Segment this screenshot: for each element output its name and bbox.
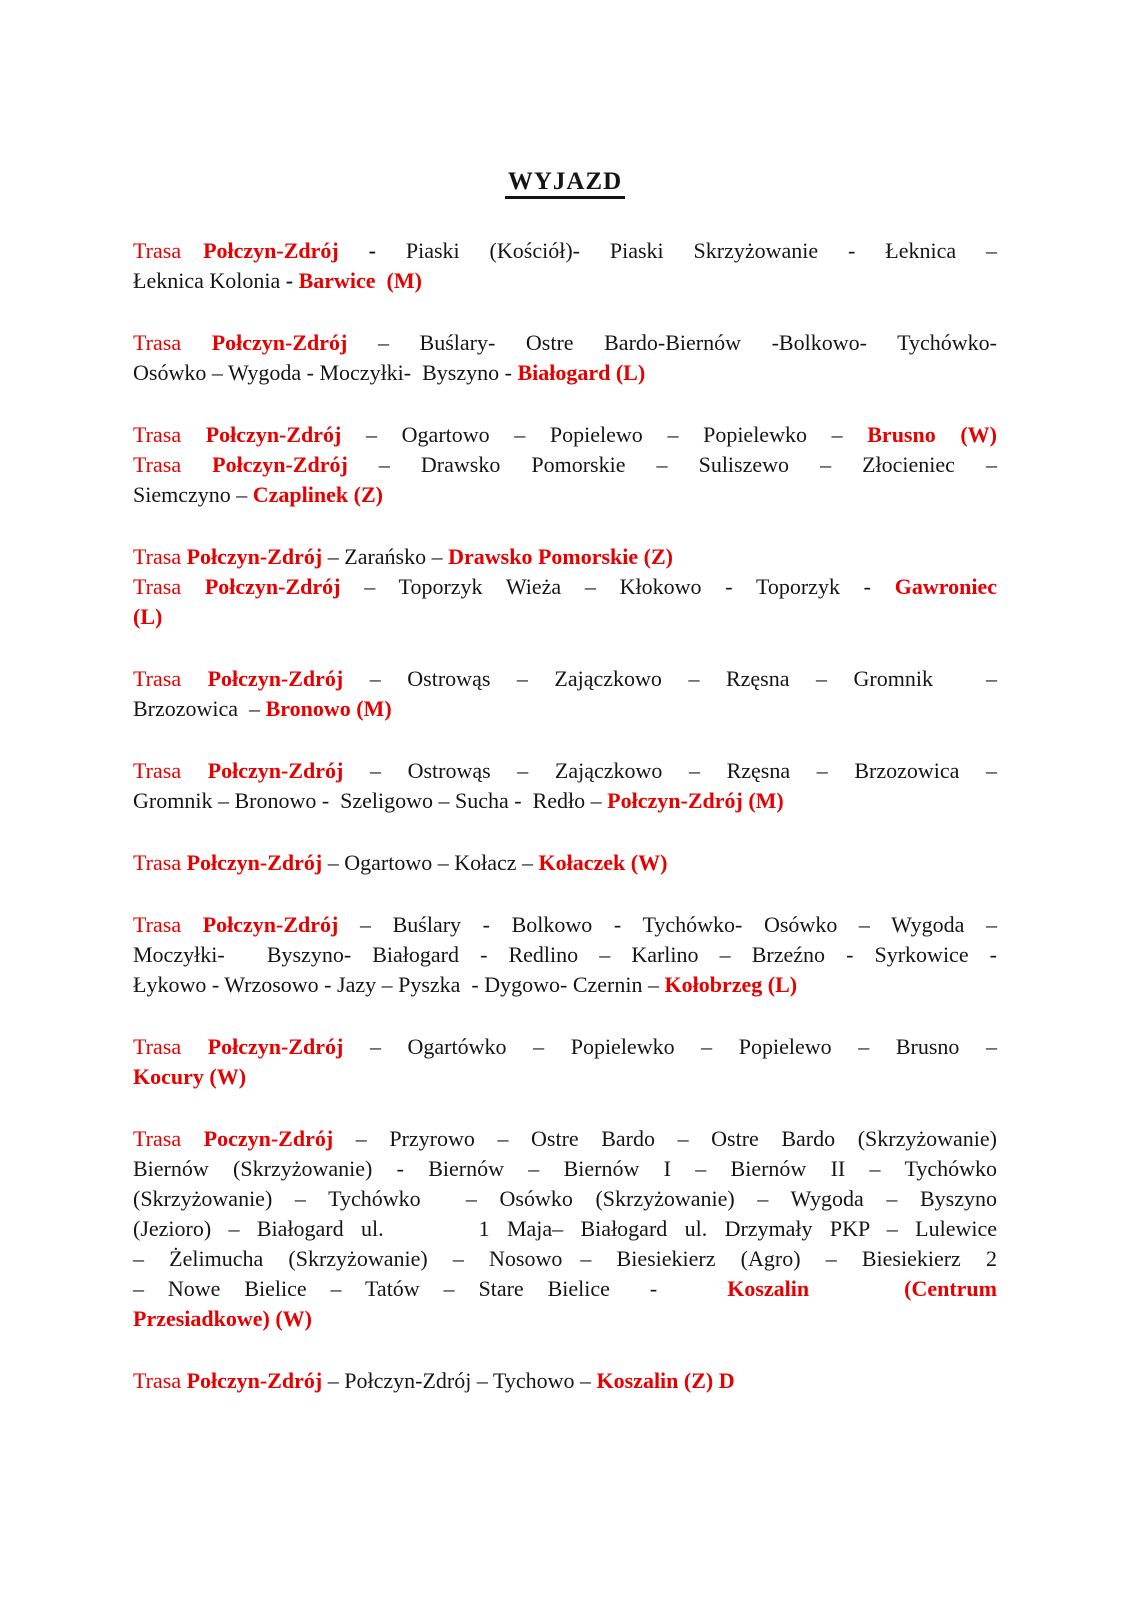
route-separator: - [649,1276,658,1301]
route-separator: - [285,268,299,293]
route-label: Trasa [133,912,203,937]
route-destination: Gawroniec [894,574,997,599]
route-line [133,694,997,724]
route-line [133,236,997,266]
route-line [133,786,997,816]
route-label: Trasa [133,1368,187,1393]
route-label: Trasa [133,758,208,783]
route-line [133,420,997,450]
route-paragraph [133,910,997,1000]
route-paragraph [133,756,997,816]
route-line [133,1184,997,1214]
route-stops: – Żelimucha (Skrzyżowanie) – Nosowo [133,1246,563,1271]
route-origin: Połczyn-Zdrój [207,1034,344,1059]
page-title-text: WYJAZD [505,168,625,199]
route-paragraph [133,848,997,878]
route-origin: Połczyn-Zdrój [202,912,339,937]
route-label: Trasa [133,1126,204,1151]
route-origin: Połczyn-Zdrój [212,452,348,477]
route-origin: Połczyn-Zdrój [211,330,348,355]
route-origin: Połczyn-Zdrój [203,238,339,263]
route-origin: Połczyn-Zdrój [207,758,344,783]
route-stops: – Ogartówko – Popielewko – Popielewo – Brusno – [343,1034,997,1059]
tab-gap [181,257,203,258]
route-destination: Bronowo (M) [265,696,392,721]
route-line [133,480,997,510]
route-stops: – Zarańsko – [322,544,449,569]
route-stops: Osówko – Wygoda - Moczyłki- Byszyno - [133,360,518,385]
route-destination: Koszalin (Z) D [596,1368,735,1393]
tab-gap [562,1265,580,1266]
route-stops: – Buślary - Bolkowo - Tychówko- Osówko – Wygoda – [338,912,997,937]
route-destination: Drawsko Pomorskie (Z) [448,544,673,569]
route-line [133,756,997,786]
route-origin: Połczyn-Zdrój [207,666,344,691]
route-stops: – Ostrowąs – Zajączkowo – Rzęsna – Brzozowica – [343,758,998,783]
route-line [133,848,997,878]
route-stops: – Drawsko Pomorskie – Suliszewo – Złocieniec – [347,452,997,477]
route-destination: Brusno (W) [867,422,998,447]
route-line [133,572,997,602]
route-line [133,602,997,632]
route-stops: Piaski (Kościół)- Piaski Skrzyżowanie - Łeknica – [405,238,998,263]
route-label: Trasa [133,574,205,599]
route-line [133,1214,997,1244]
route-destination: Przesiadkowe) (W) [133,1306,313,1331]
route-label: Trasa [133,544,187,569]
route-destination: (Centrum [904,1276,997,1301]
route-separator: - [338,238,406,263]
route-line [133,1154,997,1184]
route-line [133,910,997,940]
route-destination: Kołaczek (W) [538,850,668,875]
route-stops: – Ogartowo – Kołacz – [322,850,539,875]
route-stops: – Przyrowo – Ostre Bardo – Ostre Bardo (Skrzyżowanie) [333,1126,997,1151]
route-stops: Siemczyno – [133,482,253,507]
route-stops: Łeknica Kolonia [133,268,286,293]
route-origin: Połczyn-Zdrój [186,544,323,569]
route-line [133,940,997,970]
tab-gap [809,1295,904,1296]
tab-gap [610,1295,650,1296]
route-label: Trasa [133,238,182,263]
route-line [133,1244,997,1274]
route-stops: – Ogartowo – Popielewo – Popielewko – [341,422,868,447]
page-title [133,166,997,198]
route-label: Trasa [133,330,212,355]
route-line [133,1366,997,1396]
route-stops: Łykowo - Wrzosowo - Jazy – Pyszka - Dygowo- Czernin – [133,972,665,997]
route-line [133,1032,997,1062]
route-paragraph [133,236,997,296]
routes [133,236,997,1396]
route-stops: – Połczyn-Zdrój – Tychowo – [322,1368,597,1393]
route-line [133,664,997,694]
route-line [133,1062,997,1092]
route-stops: – Ostrowąs – Zajączkowo – Rzęsna – Gromnik – [343,666,997,691]
route-line [133,328,997,358]
route-stops: (Skrzyżowanie) – Tychówko – Osówko (Skrzyżowanie) – Wygoda – Byszyno [133,1186,997,1211]
route-stops: – Biesiekierz (Agro) – Biesiekierz 2 [580,1246,997,1271]
route-paragraph [133,664,997,724]
route-label: Trasa [133,850,187,875]
route-label: Trasa [133,422,206,447]
route-stops: Brzozowica – [133,696,266,721]
route-stops: – Nowe Bielice – Tatów – Stare Bielice [133,1276,610,1301]
tab-gap [384,1235,479,1236]
route-destination: Kocury (W) [133,1064,247,1089]
route-line [133,1124,997,1154]
route-destination: (L) [133,604,163,629]
route-line [133,970,997,1000]
route-label: Trasa [133,666,208,691]
route-destination: Koszalin [727,1276,810,1301]
route-destination: Połczyn-Zdrój (M) [607,788,784,813]
route-line [133,1304,997,1334]
route-line [133,450,997,480]
route-origin: Połczyn-Zdrój [186,1368,323,1393]
route-destination: Białogard (L) [517,360,646,385]
route-line [133,542,997,572]
route-label: Trasa [133,1034,208,1059]
route-stops: Moczyłki- Byszyno- Białogard - Redlino – Karlino – Brzeźno - Syrkowice - [133,942,997,967]
route-origin: Połczyn-Zdrój [204,574,341,599]
route-paragraph [133,542,997,632]
route-stops: 1 Maja– Białogard ul. Drzymały PKP – Lulewice [478,1216,997,1241]
route-origin: Poczyn-Zdrój [203,1126,334,1151]
route-paragraph [133,328,997,388]
route-origin: Połczyn-Zdrój [186,850,323,875]
tab-gap [657,1295,727,1296]
route-paragraph [133,1124,997,1334]
route-destination: Kołobrzeg (L) [664,972,798,997]
route-paragraph [133,1032,997,1092]
route-destination: Czaplinek (Z) [252,482,383,507]
route-destination: Barwice (M) [298,268,422,293]
route-line [133,358,997,388]
route-paragraph [133,1366,997,1396]
route-stops: Gromnik – Bronowo - Szeligowo – Sucha - Redło – [133,788,608,813]
route-stops: – Buślary- Ostre Bardo-Biernów -Bolkowo- Tychówko- [347,330,997,355]
route-stops: (Jezioro) – Białogard ul. [133,1216,384,1241]
route-stops: – Toporzyk Wieża – Kłokowo - Toporzyk - [340,574,895,599]
route-origin: Połczyn-Zdrój [205,422,342,447]
route-line [133,266,997,296]
route-stops: Biernów (Skrzyżowanie) - Biernów – Biernów I – Biernów II – Tychówko [133,1156,997,1181]
route-line [133,1274,997,1304]
route-paragraph [133,420,997,510]
route-label: Trasa [133,452,213,477]
